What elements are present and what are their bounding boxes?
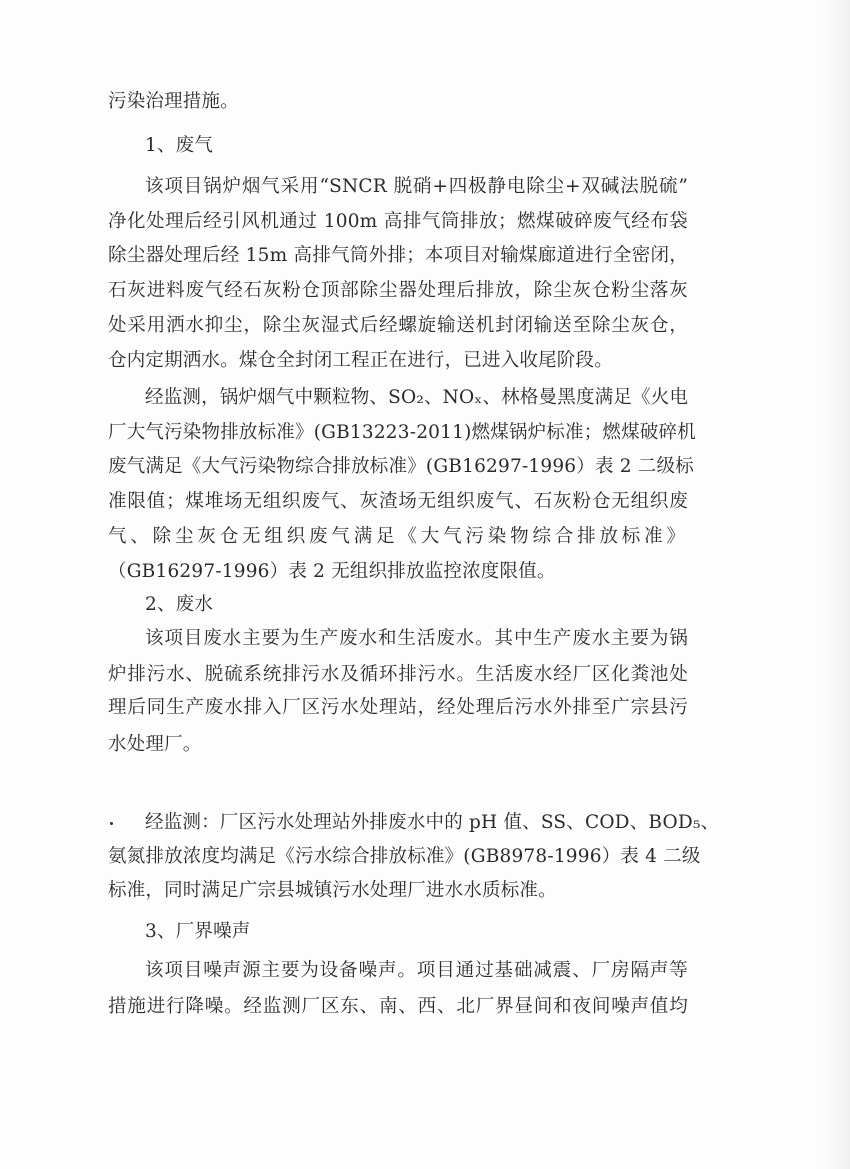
text-line: 厂大气污染物排放标准》(GB13223-2011)燃煤锅炉标准；燃煤破碎机 [108,422,696,443]
text-line: 氨氮排放浓度均满足《污水综合排放标准》(GB8978-1996）表 4 二级 [108,846,701,867]
text-line: 炉排污水、脱硫系统排污水及循环排污水。生活废水经厂区化粪池处 [108,664,688,685]
text-line: 标准，同时满足广宗县城镇污水处理厂进水水质标准。 [108,880,557,901]
section-heading-waste-water: 2、废水 [145,594,214,615]
text-line: 该项目锅炉烟气采用“SNCR 脱硝+四极静电除尘+双碱法脱硫” [145,176,688,197]
text-line: 净化处理后经引风机通过 100m 高排气筒排放；燃煤破碎废气经布袋 [108,211,688,232]
text-line: 理后同生产废水排入厂区污水处理站，经处理后污水外排至广宗县污 [108,697,688,718]
section-heading-noise: 3、厂界噪声 [145,921,251,942]
text-line: 除尘器处理后经 15m 高排气筒外排；本项目对输煤廊道进行全密闭， [108,245,688,266]
scan-speck [110,822,113,825]
text-line: 处采用洒水抑尘，除尘灰湿式后经螺旋输送机封闭输送至除尘灰仓， [108,315,688,336]
text-line: 气、除尘灰仓无组织废气满足《大气污染物综合排放标准》 [108,526,688,547]
text-line: 废气满足《大气污染物综合排放标准》(GB16297-1996）表 2 二级标 [108,456,694,477]
text-line: 水处理厂。 [108,734,202,755]
text-line: 该项目噪声源主要为设备噪声。项目通过基础减震、厂房隔声等 [145,960,688,981]
text-line: 经监测：厂区污水处理站外排废水中的 pH 值、SS、COD、BOD₅、 [145,812,720,833]
text-line: 该项目废水主要为生产废水和生活废水。其中生产废水主要为锅 [145,628,688,649]
text-line: 污染治理措施。 [108,91,239,112]
text-line: 经监测，锅炉烟气中颗粒物、SO₂、NOₓ、林格曼黑度满足《火电 [145,387,689,408]
text-line: 措施进行降噪。经监测厂区东、南、西、北厂界昼间和夜间噪声值均 [108,996,688,1017]
section-heading-waste-gas: 1、废气 [145,135,214,156]
text-line: 石灰进料废气经石灰粉仓顶部除尘器处理后排放，除尘灰仓粉尘落灰 [108,280,688,301]
text-line: 准限值；煤堆场无组织废气、灰渣场无组织废气、石灰粉仓无组织废 [108,491,688,512]
text-line: 仓内定期洒水。煤仓全封闭工程正在进行，已进入收尾阶段。 [108,350,613,371]
text-line: （GB16297-1996）表 2 无组织排放监控浓度限值。 [108,561,556,582]
scan-edge-shadow [820,0,850,1169]
